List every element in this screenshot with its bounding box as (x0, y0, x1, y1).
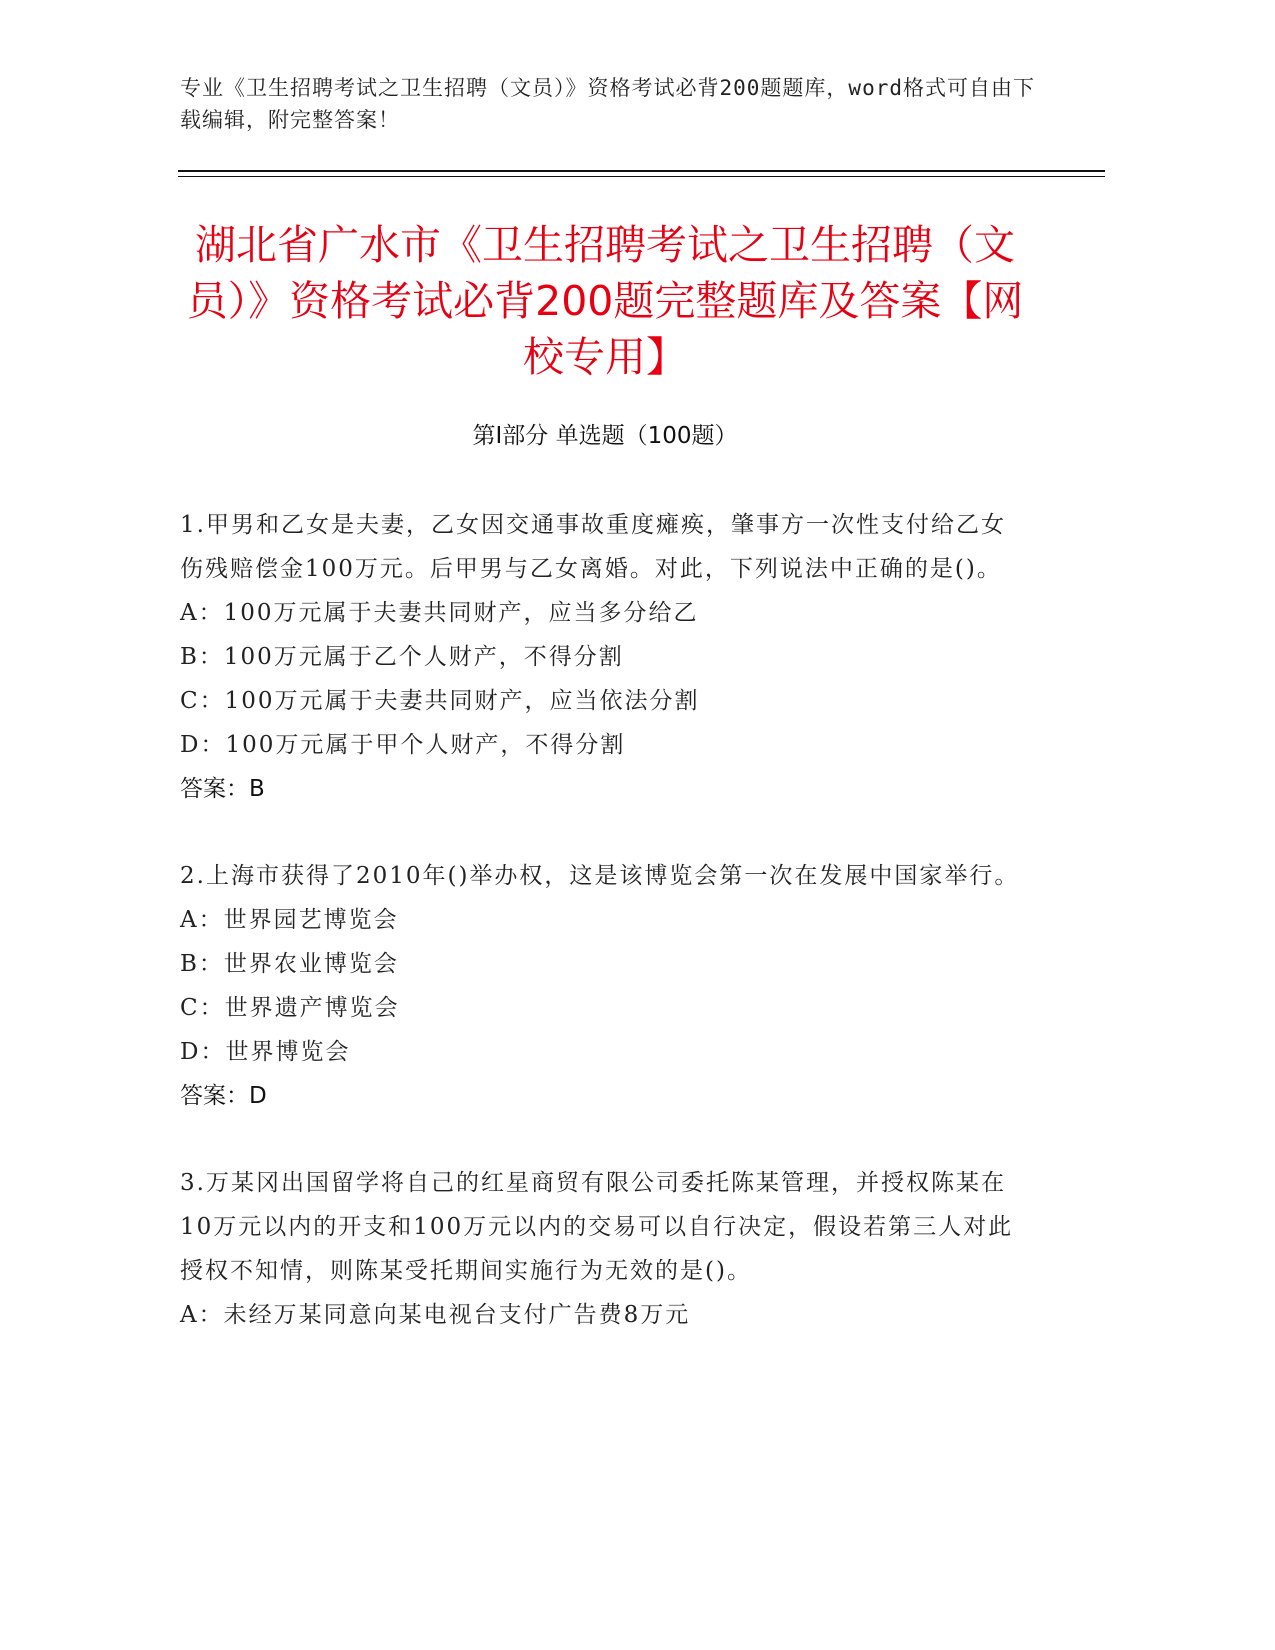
section-heading: 第I部分 单选题（100题） (472, 423, 738, 449)
question-3 (180, 1161, 1030, 1337)
question-list (180, 503, 1030, 1380)
option-b: B：世界农业博览会 (180, 951, 399, 977)
option-a: A：未经万某同意向某电视台支付广告费8万元 (180, 1302, 691, 1328)
question-text: 3.万某冈出国留学将自己的红星商贸有限公司委托陈某管理，并授权陈某在10万元以内的开支和100万元以内的交易可以自行决定，假设若第三人对此授权不知情，则陈某受托期间实施行为无效的是()。 (180, 1170, 1014, 1284)
answer-line: 答案：B (180, 776, 265, 802)
header-divider-thin (178, 176, 1105, 177)
option-b: B：100万元属于乙个人财产，不得分割 (180, 644, 624, 670)
option-d: D：世界博览会 (180, 1039, 351, 1065)
header-note: 专业《卫生招聘考试之卫生招聘（文员）》资格考试必背200题题库，word格式可自由下载编辑，附完整答案！ (180, 76, 1035, 132)
question-1 (180, 503, 1030, 811)
option-a: A：100万元属于夫妻共同财产，应当多分给乙 (180, 600, 699, 626)
question-text: 1.甲男和乙女是夫妻，乙女因交通事故重度瘫痪，肇事方一次性支付给乙女伤残赔偿金100万元。后甲男与乙女离婚。对此，下列说法中正确的是()。 (180, 512, 1006, 582)
answer-line: 答案：D (180, 1083, 267, 1109)
question-2 (180, 854, 1030, 1118)
option-a: A：世界园艺博览会 (180, 907, 399, 933)
option-c: C：世界遗产博览会 (180, 995, 400, 1021)
question-text: 2.上海市获得了2010年()举办权，这是该博览会第一次在发展中国家举行。 (180, 863, 1020, 889)
document-title: 湖北省广水市《卫生招聘考试之卫生招聘（文员）》资格考试必背200题完整题库及答案【网校专用】 (186, 221, 1024, 381)
option-d: D：100万元属于甲个人财产，不得分割 (180, 732, 626, 758)
header-divider-thick (178, 170, 1105, 172)
option-c: C：100万元属于夫妻共同财产，应当依法分割 (180, 688, 700, 714)
